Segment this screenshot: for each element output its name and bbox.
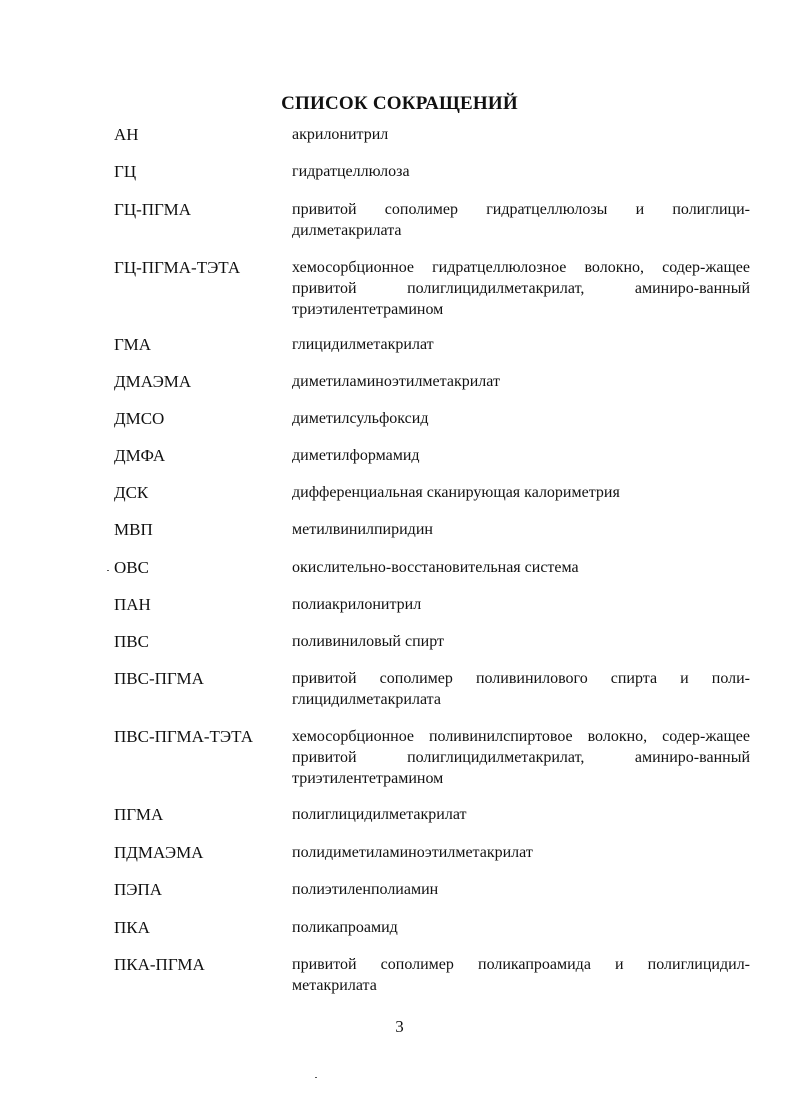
- definition: полидиметиламиноэтилметакрилат: [292, 844, 533, 861]
- definition: дифференциальная сканирующая калориметрия: [292, 484, 620, 501]
- definition: полиакрилонитрил: [292, 596, 422, 613]
- definition: диметилформамид: [292, 447, 420, 464]
- abbreviation: ОВС: [114, 558, 149, 577]
- abbreviation: АН: [114, 125, 139, 144]
- abbreviation: ПКА: [114, 918, 150, 937]
- definition: поливиниловый спирт: [292, 633, 444, 650]
- abbreviation: ПВС: [114, 632, 149, 651]
- abbreviation: ГЦ-ПГМА: [114, 200, 192, 219]
- abbreviation: ДМАЭМА: [114, 372, 192, 391]
- abbreviation: ПАН: [114, 595, 151, 614]
- scan-speck: [315, 1077, 317, 1078]
- scan-speck: [107, 570, 109, 571]
- abbreviation: МВП: [114, 520, 153, 539]
- definition: акрилонитрил: [292, 126, 389, 143]
- definition: окислительно-восстановительная система: [292, 559, 579, 576]
- definition: привитой сополимер поликапроамида и полиглицидил-метакрилата: [292, 956, 750, 994]
- abbreviation: ПДМАЭМА: [114, 843, 204, 862]
- abbreviation: ПВС-ПГМА-ТЭТА: [114, 727, 253, 746]
- abbreviation: ДМФА: [114, 446, 166, 465]
- definition: хемосорбционное поливинилспиртовое волокно, содер-жащее привитой полиглицидилметакрилат, аминиро-ванный триэтилентетрамином: [292, 728, 750, 787]
- definition: метилвинилпиридин: [292, 521, 433, 538]
- page-number: 3: [395, 1017, 404, 1036]
- definition: диметиламиноэтилметакрилат: [292, 373, 500, 390]
- page-title: СПИСОК СОКРАЩЕНИЙ: [281, 93, 518, 114]
- abbreviation: ПКА-ПГМА: [114, 955, 205, 974]
- definition: привитой сополимер поливинилового спирта и поли-глицидилметакрилата: [292, 670, 750, 708]
- abbreviation: ГМА: [114, 335, 151, 354]
- abbreviation: ДСК: [114, 483, 149, 502]
- abbreviation: ПЭПА: [114, 880, 163, 899]
- abbreviation: ГЦ: [114, 162, 137, 181]
- definition: глицидилметакрилат: [292, 336, 434, 353]
- definition: привитой сополимер гидратцеллюлозы и полиглици-дилметакрилата: [292, 201, 750, 239]
- definition: поликапроамид: [292, 919, 398, 936]
- definition: полиэтиленполиамин: [292, 881, 439, 898]
- definition: диметилсульфоксид: [292, 410, 429, 427]
- abbreviation: ПГМА: [114, 805, 164, 824]
- abbreviation: ДМСО: [114, 409, 165, 428]
- definition: гидратцеллюлоза: [292, 163, 410, 180]
- abbreviation: ПВС-ПГМА: [114, 669, 204, 688]
- abbreviation: ГЦ-ПГМА-ТЭТА: [114, 258, 241, 277]
- definition: полиглицидилметакрилат: [292, 806, 467, 823]
- definition: хемосорбционное гидратцеллюлозное волокно, содер-жащее привитой полиглицидилметакрилат, аминиро-ванный триэтилентетрамином: [292, 259, 750, 318]
